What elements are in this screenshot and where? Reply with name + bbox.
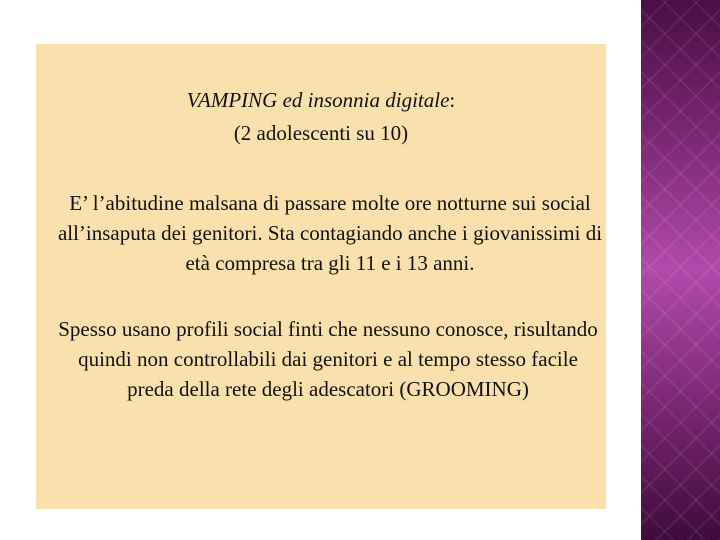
decorative-purple-band [641, 0, 720, 540]
title-colon: : [449, 88, 456, 112]
paragraph-profiles: Spesso usano profili social finti che nessuno conosce, risultando quindi non controllabili dai genitori e al tempo stesso facile preda della rete degli adescatori (GROOMING) [58, 317, 598, 401]
title-italic-text: VAMPING ed insonnia digitale [186, 88, 450, 112]
slide-title [36, 88, 606, 112]
content-panel [36, 44, 606, 509]
slide-subtitle: (2 adolescenti su 10) [233, 121, 409, 145]
paragraph-definition: E’ l’abitudine malsana di passare molte ore notturne sui social all’insaputa dei genitori. Sta contagiando anche i giovanissimi di età compresa tra gli 11 e i 13 anni. [57, 191, 603, 275]
